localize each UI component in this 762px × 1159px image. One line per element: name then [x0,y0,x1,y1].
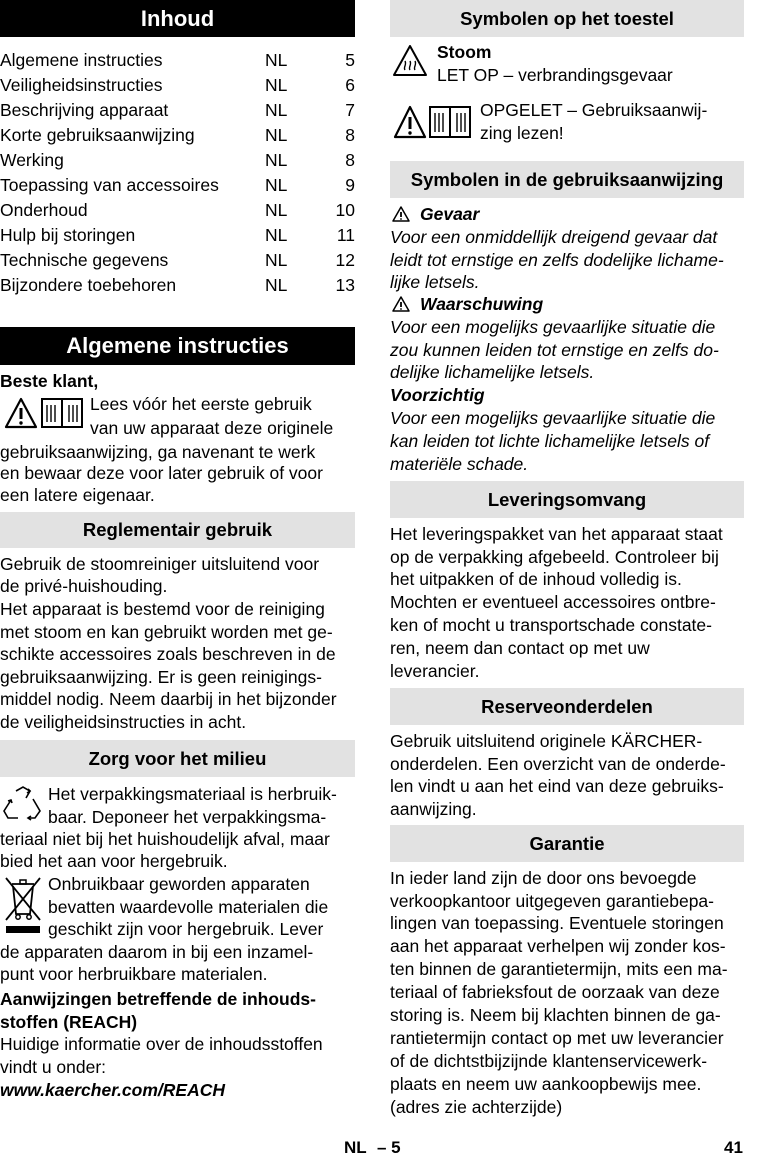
body-line: punt voor herbruikbare materialen. [0,964,268,984]
warning-label: Waarschuwing [420,294,544,314]
body-line: Gebruik de stoomreiniger uitsluitend voor [0,554,320,574]
body-line: teriaal niet bij het huishoudelijk afval, maar [0,829,330,849]
body-line: op de verpakking afgebeeld. Controleer bij [390,547,719,567]
body-line: geschikt zijn voor hergebruik. Lever [48,919,324,939]
body-line: middel nodig. Neem daarbij in het bijzonder [0,689,337,709]
manual-symbols-title: Symbolen in de gebruiksaanwijzing [390,161,744,198]
danger-icon [391,205,411,223]
device-symbols-title: Symbolen op het toestel [390,0,744,37]
body-line: schikte accessoires zoals beschreven in de [0,644,336,664]
greeting: Beste klant, [0,371,99,391]
caution-label: Voorzichtig [390,385,485,405]
delivery-title: Leveringsomvang [390,481,744,518]
body-line: leverancier. [390,661,480,681]
body-line: ren, neem dan contact op met uw [390,638,650,658]
warning-manual-icon [4,396,86,430]
intro-line: van uw apparaat deze originele [90,418,334,438]
page-number: 41 [724,1138,743,1157]
body-line: met stoom en kan gebruikt worden met ge- [0,622,333,642]
body-line: Mochten er eventueel accessoires ontbre- [390,592,716,612]
body-line: of de dichtstbijzijnde klantenservicewerk- [390,1051,708,1071]
page-sep: – 5 [377,1138,401,1157]
body-line: gebruiksaanwijzing. Er is geen reinigings- [0,667,322,687]
body-line: materiële schade. [390,454,529,474]
body-line: Het leveringspakket van het apparaat staat [390,524,723,544]
spare-parts-title: Reserveonderdelen [390,688,744,725]
body-line: aanwijzing. [390,799,477,819]
body-line: leidt tot ernstige en zelfs dodelijke lichame- [390,250,724,270]
body-line: bevatten waardevolle materialen die [48,897,329,917]
reach-link[interactable]: www.kaercher.com/REACH [0,1080,225,1100]
body-line: Het verpakkingsmateriaal is herbruik- [48,784,337,804]
body-line: OPGELET – Gebruiksaanwij- [480,100,708,120]
toc-row[interactable]: Werking NL 8 [0,150,355,170]
recycle-icon [2,785,44,823]
body-line: het uitpakken of de inhoud volledig is. [390,569,682,589]
body-line: Onbruikbaar geworden apparaten [48,874,310,894]
body-line: verkoopkantoor uitgegeven garantiebepa- [390,891,714,911]
reach-heading: Aanwijzingen betreffende de inhouds- [0,989,316,1009]
warning-manual-icon [393,104,473,140]
toc-row[interactable]: Algemene instructies NL 5 [0,50,355,70]
intro-line: een latere eigenaar. [0,485,155,505]
body-line: plaats en neem uw aankoopbewijs mee. [390,1074,702,1094]
body-line: Voor een onmiddellijk dreigend gevaar dat [390,227,718,247]
body-line: baar. Deponeer het verpakkingsma- [48,807,327,827]
body-line: de veiligheidsinstructies in acht. [0,712,247,732]
reach-heading: stoffen (REACH) [0,1012,138,1032]
body-line: Voor een mogelijks gevaarlijke situatie die [390,317,716,337]
toc-row[interactable]: Korte gebruiksaanwijzing NL 8 [0,125,355,145]
body-line: delijke lichamelijke letsels. [390,362,595,382]
body-line: Huidige informatie over de inhoudsstoffen [0,1034,323,1054]
body-line: ten binnen de garantietermijn, mits een ma- [390,959,728,979]
body-line: zou kunnen leiden tot ernstige en zelfs do- [390,340,719,360]
page-label: NL [344,1138,367,1157]
general-title: Algemene instructies [0,327,355,365]
toc-row[interactable]: Onderhoud NL 10 [0,200,355,220]
toc-title: Inhoud [0,0,355,37]
steam-warning-icon [392,43,428,79]
intro-line: en bewaar deze voor later gebruik of voor [0,463,323,483]
toc-row[interactable]: Bijzondere toebehoren NL 13 [0,275,355,295]
body-line: onderdelen. Een overzicht van de onderde- [390,754,726,774]
body-line: lijke letsels. [390,272,480,292]
body-line: bied het aan voor hergebruik. [0,851,228,871]
danger-label: Gevaar [420,204,480,224]
environment-title: Zorg voor het milieu [0,740,355,777]
body-line: Het apparaat is bestemd voor de reiniging [0,599,325,619]
body-line: de privé-huishouding. [0,576,168,596]
body-line: Voor een mogelijks gevaarlijke situatie die [390,408,716,428]
toc-row[interactable]: Beschrijving apparaat NL 7 [0,100,355,120]
toc-row[interactable]: Technische gegevens NL 12 [0,250,355,270]
body-line: teriaal of fabrieksfout de oorzaak van deze [390,982,720,1002]
body-line: vindt u onder: [0,1057,107,1077]
intro-line: gebruiksaanwijzing, ga navenant te werk [0,442,316,462]
body-line: zing lezen! [480,123,564,143]
body-line: len vindt u aan het eind van deze gebruiks- [390,776,724,796]
body-line: aan het apparaat verhelpen wij zonder kos- [390,936,726,956]
body-line: ken of mocht u transportschade constate- [390,615,712,635]
body-line: storing is. Neem bij klachten binnen de ga- [390,1005,721,1025]
warning-icon [391,295,411,313]
toc-row[interactable]: Toepassing van accessoires NL 9 [0,175,355,195]
crossed-bin-icon [2,874,44,936]
body-line: lingen van toepassing. Eventuele storingen [390,913,724,933]
body-line: Gebruik uitsluitend originele KÄRCHER- [390,731,703,751]
body-line: de apparaten daarom in bij een inzamel- [0,942,314,962]
steam-text: LET OP – verbrandingsgevaar [437,65,673,85]
toc-row[interactable]: Veiligheidsinstructies NL 6 [0,75,355,95]
steam-label: Stoom [437,42,492,62]
body-line: In ieder land zijn de door ons bevoegde [390,868,697,888]
body-line: kan leiden tot lichte lichamelijke letsels of [390,431,710,451]
warranty-title: Garantie [390,825,744,862]
body-line: (adres zie achterzijde) [390,1097,563,1117]
toc-row[interactable]: Hulp bij storingen NL 11 [0,225,355,245]
body-line: rantietermijn contact op met uw leverancier [390,1028,724,1048]
intended-use-title: Reglementair gebruik [0,512,355,548]
intro-line: Lees vóór het eerste gebruik [90,394,312,414]
